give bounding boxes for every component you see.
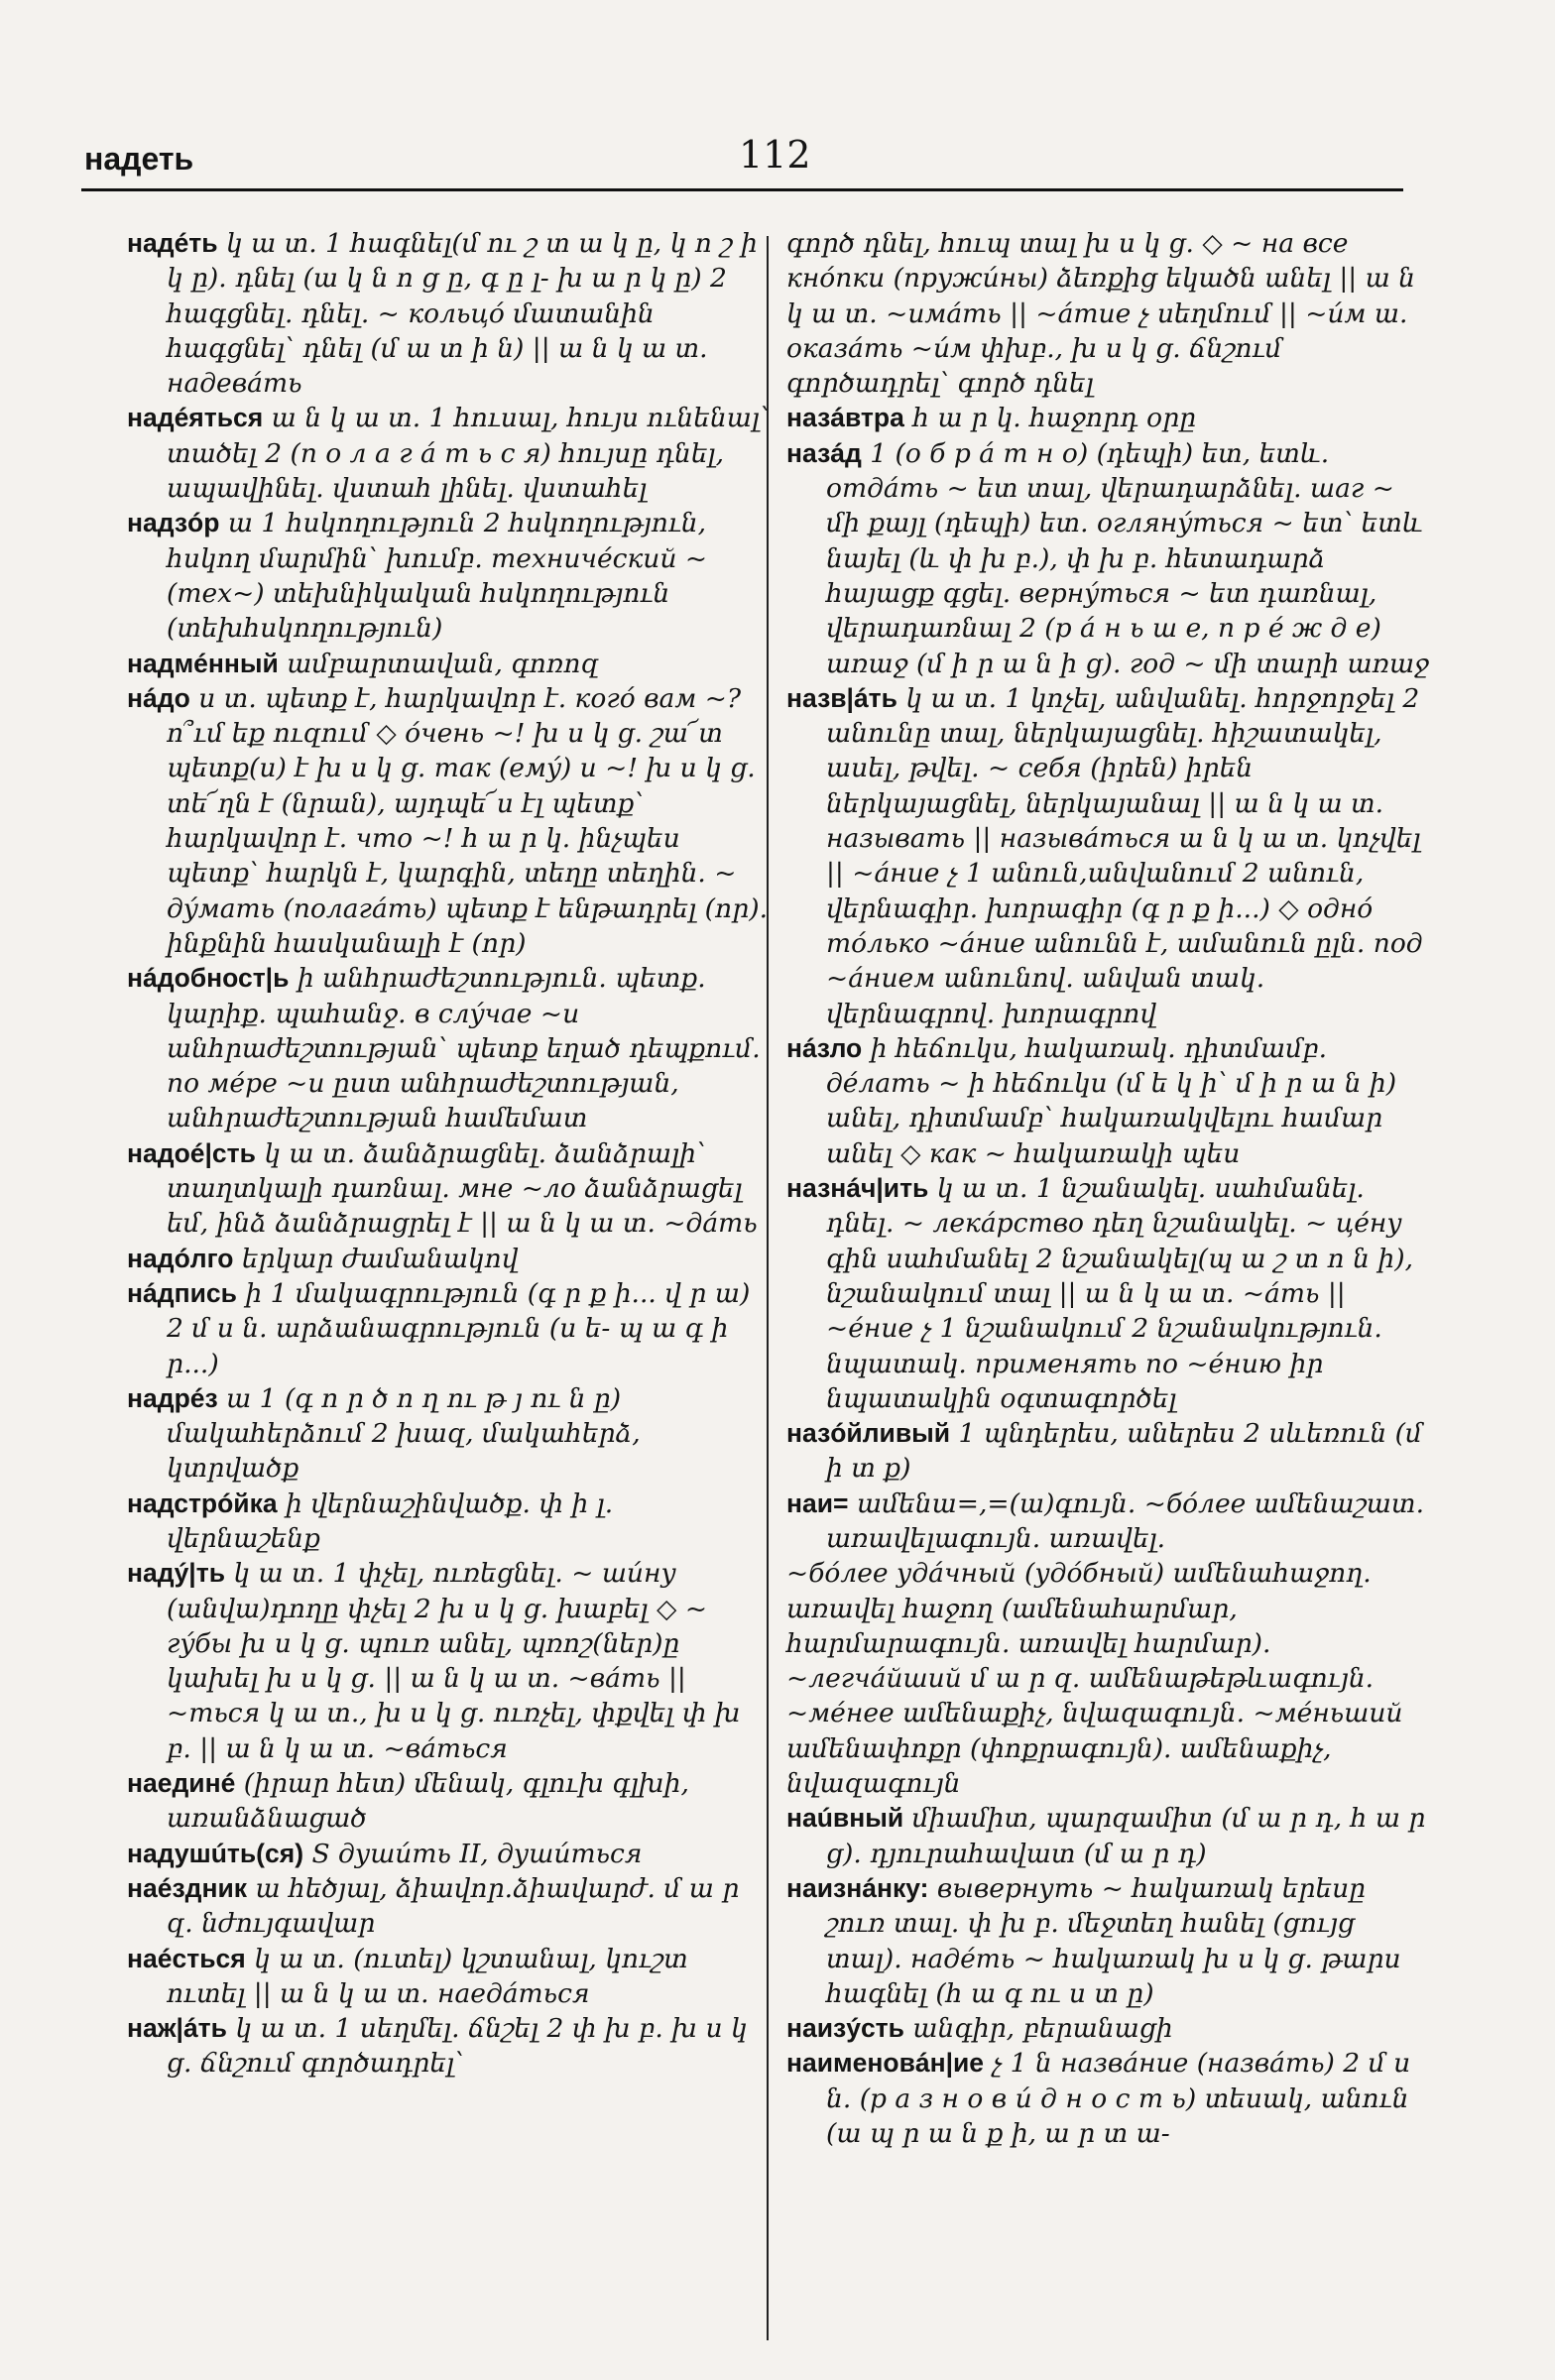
entry-headword: наи= <box>786 1488 849 1518</box>
dictionary-entry <box>786 1031 1431 1171</box>
page-number: 112 <box>739 133 811 177</box>
entry-definition: երկար ժամանակով <box>233 1243 519 1274</box>
entry-definition: ա 1 (գ ո ր ծ ո ղ ու թ յ ու ն ը) մակահերձում 2 խազ, մակահերձ, կտրվածք <box>167 1382 641 1485</box>
entry-headword: надéяться <box>127 403 264 433</box>
entry-headword: надрéз <box>127 1382 218 1413</box>
entry-headword: наж|áть <box>127 2013 227 2044</box>
dictionary-entry <box>786 401 1431 435</box>
entry-definition: ի անհրաժեշտություն. պետք. կարիք. պահանջ. в слýчае ~и անհրաժեշտության՝ պետք եղած դեպքում. по мéре ~и ըստ անհրաժեշտության, անհրաժեշտության համեմատ <box>167 963 761 1134</box>
dictionary-entry <box>127 961 772 1135</box>
entry-definition: ս տ. պետք է, հարկավոր է. когó вам ~? ո՞ւմ եք ուզում ◇ óчень ~! խ ս կ ց. շա՜տ պետք(ս) է խ ս կ ց. так (емý) и ~! խ ս կ ց. տե՜ղն է (նրան), այդպե՜ս էլ պետք՝ հարկավոր է. что ~! հ ա ր կ. ինչպես պետք՝ հարկն է, կարգին, տեղը տեղին. ~ дýмать (полагáть) պետք է ենթադրել (որ). ինքնին հասկանալի է (որ) <box>167 682 769 959</box>
entry-definition: ա ն կ ա տ. 1 հուսալ, հույս ունենալ՝ տածել 2 (п о л а г á т ь с я) հույսը դնել, ապավինել. վստահ լինել. վստահել <box>167 403 770 505</box>
entry-headword: нáдо <box>127 682 190 713</box>
entry-headword: наúвный <box>786 1803 904 1834</box>
dictionary-entry <box>786 2046 1431 2151</box>
entry-definition: կ ա տ. 1 սեղմել. ճնշել 2 փ խ բ. խ ս կ ց. ճնշում գործադրել՝ <box>167 2013 748 2080</box>
entry-headword: наединé <box>127 1768 236 1799</box>
running-head: надеть <box>84 141 194 177</box>
entry-definition: կ ա տ. 1 նշանակել. սահմանել. դնել. ~ лекáрство դեղ նշանակել. ~ цéну գին սահմանել 2 նշանակել(պ ա շ տ ո ն ի), նշանակում տալ || ա ն կ ա տ. ~áть || ~éние չ 1 նշանակում 2 նշանակություն. նպատակ. применять по ~éнию իր նպատակին օգտագործել <box>826 1173 1414 1414</box>
dictionary-entry <box>127 2011 772 2082</box>
entry-headword: надушúть(ся) <box>127 1838 304 1868</box>
entry-headword: надéть <box>127 228 218 258</box>
dictionary-entry <box>127 1136 772 1242</box>
entry-definition: ա հեծյալ, ձիավոր.ձիավարժ. մ ա ր զ. նժույգավար <box>167 1872 740 1940</box>
dictionary-entry <box>127 506 772 646</box>
dictionary-entry <box>127 226 772 401</box>
entry-definition: կ ա տ. 1 փչել, ուռեցնել. ~ шúну (անվա)դողը փչել 2 խ ս կ ց. խաբել ◇ ~ гýбы խ ս կ ց. պուռ անել, պռոշ(ներ)ը կախել խ ս կ ց. || ա ն կ ա տ. ~вáть || ~ться կ ա տ., խ ս կ ց. ուռչել, փքվել փ խ բ. || ա ն կ ա տ. ~вáться <box>167 1558 741 1764</box>
dictionary-entry <box>786 226 1431 401</box>
entry-headword: наéздник <box>127 1872 248 1903</box>
entry-definition: կ ա տ. ձանձրացնել. ձանձրալի՝ տաղտկալի դառնալ. мне ~ло ձանձրացել եմ, ինձ ձանձրացրել է || ա ն կ ա տ. ~дáть <box>167 1137 758 1240</box>
entry-headword: наизýсть <box>786 2013 904 2044</box>
dictionary-entry <box>127 647 772 681</box>
dictionary-entry <box>127 1276 772 1381</box>
dictionary-entry <box>127 401 772 506</box>
dictionary-entry <box>127 1871 772 1942</box>
entry-headword: надстрóйка <box>127 1488 278 1518</box>
dictionary-entry <box>786 681 1431 1031</box>
right-column <box>786 226 1431 2151</box>
header-rule <box>81 188 1403 191</box>
entry-definition: вывернуть ~ հակառակ երեսը շուռ տալ. փ խ բ. մեջտեղ հանել (ցույց տալ). надéть ~ հակառակ խ ս կ ց. թարս հագնել (հ ա գ ու ս տ ը) <box>826 1872 1401 2009</box>
dictionary-entry <box>786 1801 1431 1871</box>
left-column <box>127 226 772 2082</box>
dictionary-entry <box>127 681 772 961</box>
entry-definition: 1 (о б р á т н о) (դեպի) ետ, ետև. отдáть ~ ետ տալ, վերադարձնել. шаг ~ մի քայլ (դեպի) ետ. оглянýться ~ ետ՝ ետև նայել (և փ խ բ.), փ խ բ. հետադարձ հայացք գցել. вернýться ~ ետ դառնալ, վերադառնալ 2 (р á н ь ш е, п р é ж д е) առաջ (մ ի ր ա ն ի ց). год ~ մի տարի առաջ <box>826 437 1430 679</box>
entry-headword: надóлго <box>127 1243 234 1273</box>
entry-headword: наименовáн|ие <box>786 2048 985 2079</box>
dictionary-entry <box>786 1171 1431 1416</box>
entry-definition: անգիր, բերանացի <box>903 2013 1173 2045</box>
dictionary-entry <box>786 436 1431 681</box>
entry-headword: надзóр <box>127 508 220 538</box>
entry-definition: գործ դնել, հուպ տալ խ ս կ ց. ◇ ~ на все кнóпки (пружúны) ձեռքից եկածն անել || ա ն կ ա տ. ~имáть || ~áтие չ սեղմում || ~úм ա. оказáть ~úм փխբ., խ ս կ ց. ճնշում գործադրել՝ գործ դնել <box>786 228 1416 400</box>
entry-definition: կ ա տ. 1 կոչել, անվանել. հորջորջել 2 անունը տալ, ներկայացնել. հիշատակել, ասել, թվել. ~ себя (իրեն) իրեն ներկայացնել, ներկայանալ || ա ն կ ա տ. называть || назывáться ա ն կ ա տ. կոչվել || ~áние չ 1 անուն,անվանում 2 անուն, վերնագիր. խորագիր (գ ր ք ի...) ◇ однó тóлько ~áние անունն է, ամանուն ըլն. под ~áнием անունով. անվան տակ. վերնագրով. խորագրով <box>826 682 1423 1029</box>
entry-headword: назв|áть <box>786 682 897 713</box>
dictionary-entry <box>127 1766 772 1837</box>
dictionary-entry <box>127 1381 772 1487</box>
entry-definition: չ 1 ն назвáние (назвáть) 2 մ ս ն. (р а з н о в и́ д н о с т ь) տեսակ, անուն (ա պ ր ա ն ք ի, ա ր տ ա- <box>826 2048 1411 2150</box>
entry-definition: ամբարտավան, գոռոզ <box>278 648 599 679</box>
entry-definition: միամիտ, պարզամիտ (մ ա ր դ, հ ա ր ց). դյուրահավատ (մ ա ր դ) <box>826 1803 1426 1869</box>
entry-headword: нáдобност|ь <box>127 963 290 994</box>
dictionary-entry <box>127 1942 772 2012</box>
entry-definition: կ ա տ. 1 հագնել(մ ու շ տ ա կ ը, կ ո շ ի կ ը). դնել (ա կ ն ո ց ը, գ ը լ- խ ա ր կ ը) 2 հագցնել. դնել. ~ кольцó մատանին հագցնել՝ դնել (մ ա տ ի ն) || ա ն կ ա տ. надевáть <box>167 228 758 400</box>
dictionary-entry <box>786 1871 1431 2011</box>
entry-headword: надмéнный <box>127 648 279 678</box>
dictionary-entry <box>127 1242 772 1276</box>
entry-definition: հ ա ր կ. հաջորդ օրը <box>903 403 1197 434</box>
entry-definition: ի հեճուկս, հակառակ. դիտմամբ. дéлать ~ ի հեճուկս (մ ե կ ի՝ մ ի ր ա ն ի) անել, դիտմամբ՝ հակառակվելու համար անել ◇ как ~ հակառակի պես <box>826 1032 1397 1169</box>
entry-definition: ~бóлее удáчный (удóбный) ամենահաջող. առավել հաջող (ամենահարմար, հարմարագույն. առավել հարմար). ~легчáйший մ ա ր զ. ամենաթեթևագույն. ~мéнее ամենաքիչ, նվազագույն. ~мéньший ամենափոքր (փոքրագույն). ամենաքիչ, նվազագույն <box>786 1558 1403 1800</box>
entry-headword: наизнáнку: <box>786 1872 929 1903</box>
dictionary-entry <box>127 1487 772 1557</box>
entry-definition: ա 1 հսկողություն 2 հսկողություն, հսկող մարմին՝ խումբ. техничéский ~ (тех~) տեխնիկական հսկողություն (տեխհսկողություն) <box>167 508 708 645</box>
entry-headword: наéсться <box>127 1943 246 1973</box>
entry-definition: ի 1 մակագրություն (գ ր ք ի... վ ր ա) 2 մ ս ն. արձանագրություն (ս ե- պ ա գ ի ր...) <box>167 1277 751 1379</box>
dictionary-entry <box>786 2011 1431 2046</box>
dictionary-entry <box>127 1837 772 1871</box>
entry-headword: надý|ть <box>127 1558 225 1589</box>
entry-headword: назáд <box>786 437 862 468</box>
entry-definition: (իրար հետ) մենակ, գլուխ գլխի, առանձնացած <box>167 1768 689 1835</box>
entry-headword: назнáч|ить <box>786 1173 929 1204</box>
entry-headword: надоé|сть <box>127 1137 256 1168</box>
entry-definition: ի վերնաշինվածք. փ ի լ. վերնաշենք <box>167 1488 614 1554</box>
dictionary-entry <box>127 1556 772 1766</box>
entry-headword: нáзло <box>786 1032 863 1063</box>
entry-headword: нáдпись <box>127 1277 237 1308</box>
dictionary-entry <box>786 1487 1431 1557</box>
entry-headword: назáвтра <box>786 403 904 433</box>
entry-definition: կ ա տ. (ուտել) կշտանալ, կուշտ ուտել || ա ն կ ա տ. наедáться <box>167 1943 688 2009</box>
entry-headword: назóйливый <box>786 1418 951 1449</box>
dictionary-entry <box>786 1416 1431 1487</box>
entry-definition: S душúть II, душúться <box>303 1838 643 1869</box>
dictionary-entry <box>786 1556 1431 1801</box>
entry-definition: ամենա=,=(ա)գույն. ~бóлее ամենաշատ. առավելագույն. առավել. <box>826 1488 1424 1554</box>
entry-definition: 1 պնդերես, աներես 2 սևեռուն (մ ի տ ք) <box>826 1418 1423 1485</box>
